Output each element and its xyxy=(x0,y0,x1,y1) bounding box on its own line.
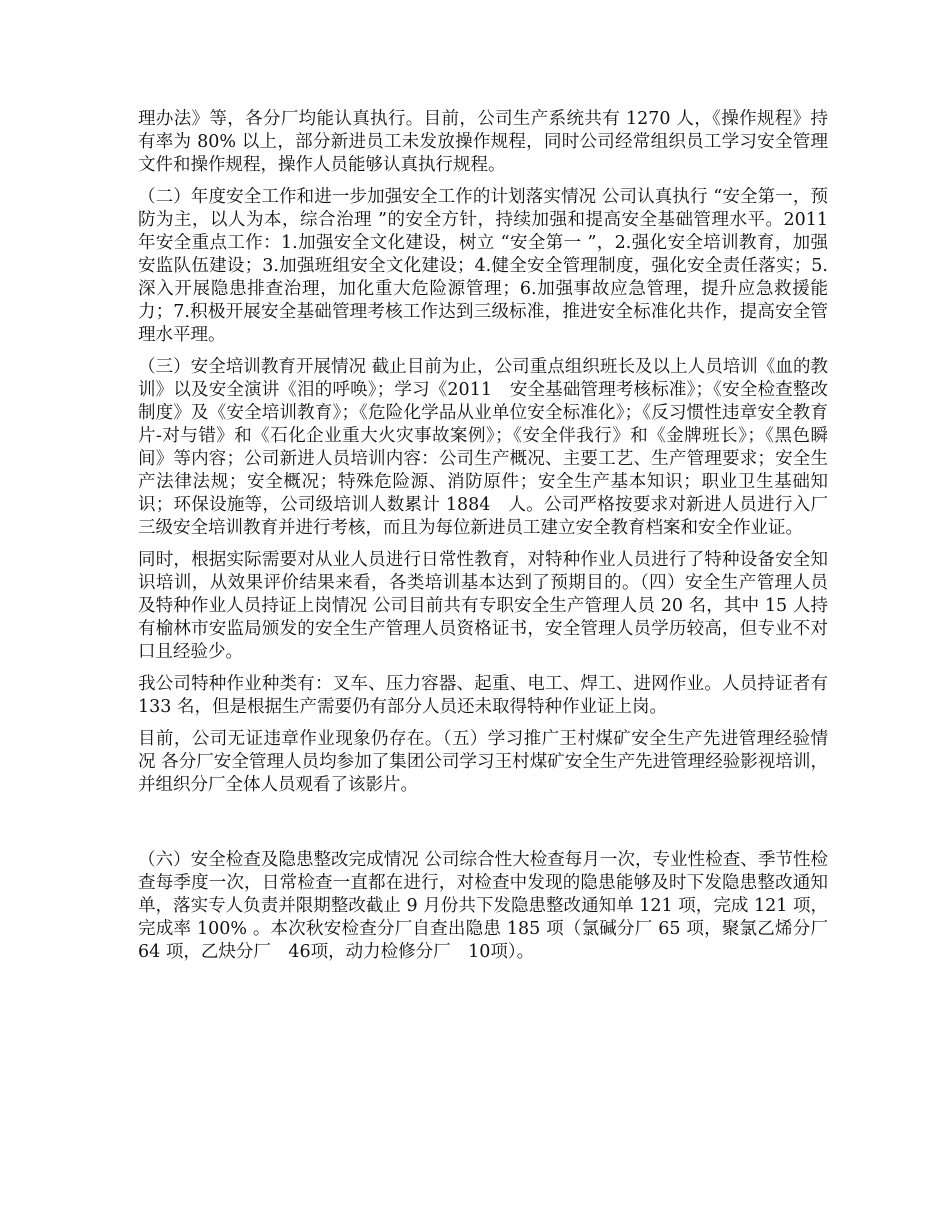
paragraph-operating-procedures: 理办法》等，各分厂均能认真执行。目前，公司生产系统共有 1270 人，《操作规程》持有率为 80% 以上，部分新进员工未发放操作规程，同时公司经常组织员工学习安全管理文件和操作规程，操作人员能够认真执行规程。 xyxy=(138,109,828,175)
paragraph-inspection-rectification: （六）安全检查及隐患整改完成情况 公司综合性大检查每月一次，专业性检查、季节性检查每季度一次，日常检查一直都在进行，对检查中发现的隐患能够及时下发隐患整改通知单，落实专人负责并限期整改截止 9 月份共下发隐患整改通知单 121 项，完成 121 项，完成率 100% 。本次秋安检查分厂自查出隐患 185 项（氯碱分厂 65 项，聚氯乙烯分厂 64 项，乙炔分厂 46项，动力检修分厂 10项）。 xyxy=(138,850,828,962)
paragraph-special-operations: 我公司特种作业种类有：叉车、压力容器、起重、电工、焊工、进网作业。人员持证者有 133 名，但是根据生产需要仍有部分人员还未取得特种作业证上岗。 xyxy=(138,674,828,717)
document-body xyxy=(138,108,828,964)
paragraph-safety-work-plan: （二）年度安全工作和进一步加强安全工作的计划落实情况 公司认真执行 “安全第一，预防为主，以人为本，综合治理 ”的安全方针，持续加强和提高安全基础管理水平。2011 年安全重点工作：1.加强安全文化建设，树立 “安全第一 ”，2.强化安全培训教育，加强安监队伍建设；3.加强班组安全文化建设；4.健全安全管理制度，强化安全责任落实；5.深入开展隐患排查治理，加化重大危险源管理；6.加强事故应急管理，提升应急救援能力；7.积极开展安全基础管理考核工作达到三级标准，推进安全标准化共作，提高安全管理水平理。 xyxy=(138,187,828,345)
paragraph-wangcun-experience: 目前，公司无证违章作业现象仍存在。（五）学习推广王村煤矿安全生产先进管理经验情况 各分厂安全管理人员均参加了集团公司学习王村煤矿安全生产先进管理经验影视培训，并组织分厂全体人员观看了该影片。 xyxy=(138,729,828,795)
paragraph-certified-personnel: 同时，根据实际需要对从业人员进行日常性教育，对特种作业人员进行了特种设备安全知识培训，从效果评价结果来看，各类培训基本达到了预期目的。（四）安全生产管理人员及特种作业人员持证上岗情况 公司目前共有专职安全生产管理人员 20 名，其中 15 人持有榆林市安监局颁发的安全生产管理人员资格证书，安全管理人员学历较高，但专业不对口且经验少。 xyxy=(138,550,828,662)
paragraph-safety-training: （三）安全培训教育开展情况 截止目前为止，公司重点组织班长及以上人员培训《血的教训》以及安全演讲《泪的呼唤》；学习《2011 安全基础管理考核标准》；《安全检查整改制度》及《安全培训教育》；《危险化学品从业单位安全标准化》；《反习惯性违章安全教育片-对与错》和《石化企业重大火灾事故案例》；《安全伴我行》和《金牌班长》；《黑色瞬间》等内容；公司新进人员培训内容：公司生产概况、主要工艺、生产管理要求；安全生产法律法规；安全概况；特殊危险源、消防原件；安全生产基本知识；职业卫生基础知识；环保设施等，公司级培训人数累计 1884 人。公司严格按要求对新进人员进行入厂三级安全培训教育并进行考核，而且为每位新进员工建立安全教育档案和安全作业证。 xyxy=(138,357,828,538)
